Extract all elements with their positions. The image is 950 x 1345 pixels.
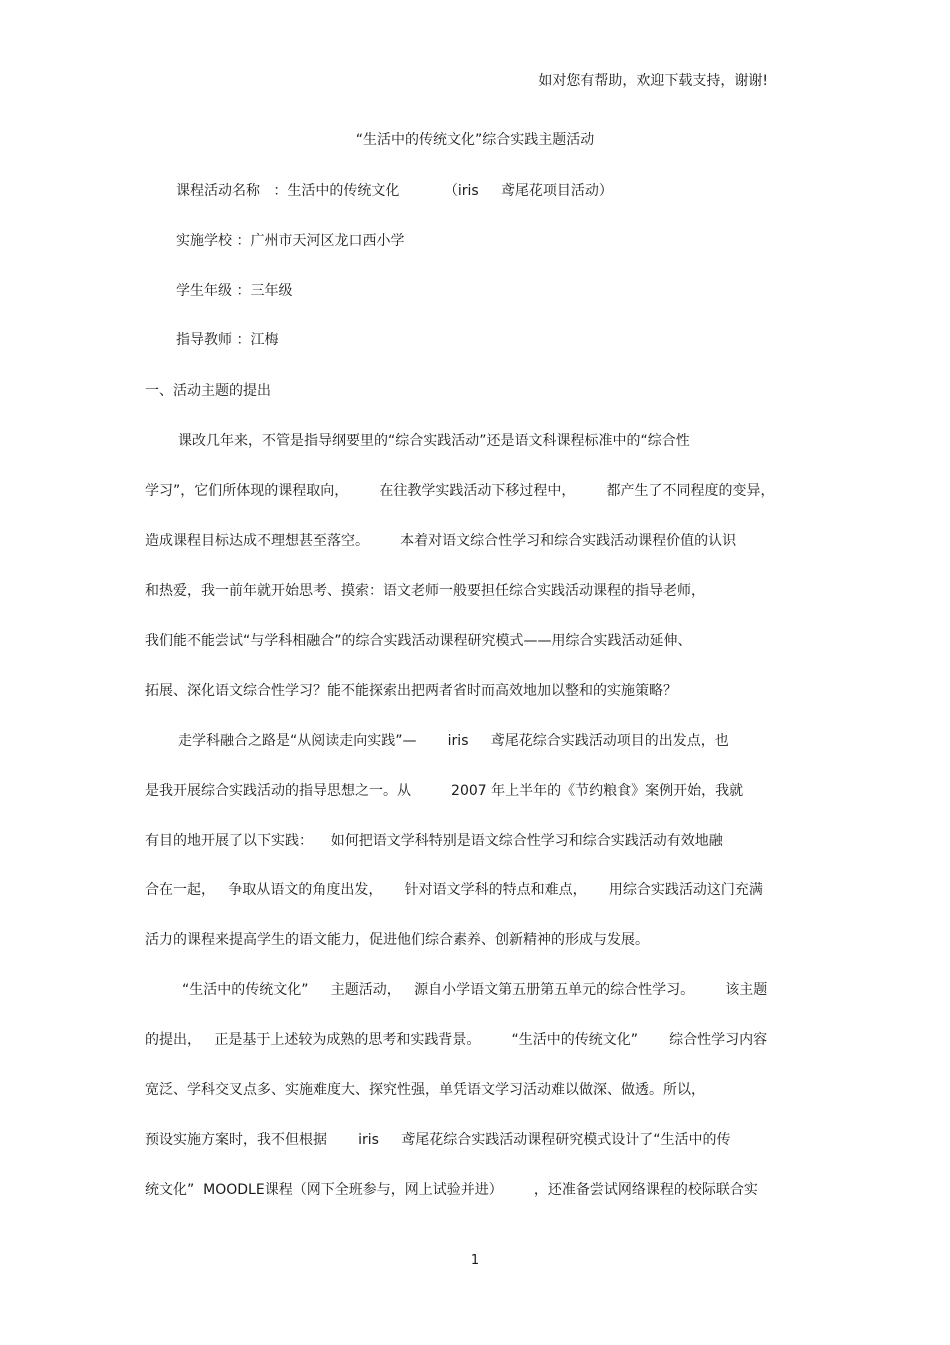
paragraph-line: 我们能不能尝试“与学科相融合”的综合实践活动课程研究模式——用综合实践活动延伸、	[145, 633, 692, 649]
paragraph-line: 拓展、深化语文综合性学习？能不能探索出把两者省时而高效地加以整和的实施策略？	[145, 683, 677, 699]
paragraph-line: 统文化” MOODLE课程（网下全班参与，网上试验并进） ，还准备尝试网络课程的校际联合实	[145, 1182, 758, 1198]
section-heading: 一、活动主题的提出	[145, 383, 271, 399]
teacher-line: 指导教师 ：江梅	[176, 332, 279, 348]
paragraph-line: 和热爱，我一前年就开始思考、摸索：语文老师一般要担任综合实践活动课程的指导老师，	[145, 583, 705, 599]
paragraph-line: 走学科融合之路是“从阅读走向实践”— iris 鸢尾花综合实践活动项目的出发点，也	[178, 733, 729, 749]
paragraph-line: 学习”，它们所体现的课程取向， 在往教学实践活动下移过程中， 都产生了不同程度的变异，	[145, 483, 775, 499]
grade-line: 学生年级 ：三年级	[176, 283, 293, 299]
paragraph-line: 是我开展综合实践活动的指导思想之一。从 2007 年上半年的《节约粮食》案例开始，我就	[145, 783, 744, 799]
paragraph-line: 预设实施方案时，我不但根据 iris 鸢尾花综合实践活动课程研究模式设计了“生活中的传	[145, 1132, 731, 1148]
paragraph-line: 课改几年来，不管是指导纲要里的“综合实践活动”还是语文科课程标准中的“综合性	[178, 433, 690, 449]
paragraph-line: 有目的地开展了以下实践： 如何把语文学科特别是语文综合性学习和综合实践活动有效地融	[145, 833, 723, 849]
paragraph-line: 活力的课程来提高学生的语文能力，促进他们综合素养、创新精神的形成与发展。	[145, 932, 649, 948]
paragraph-line: 宽泛、学科交叉点多、实施难度大、探究性强，单凭语文学习活动难以做深、做透。所以，	[145, 1082, 705, 1098]
paragraph-line: “生活中的传统文化” 主题活动， 源自小学语文第五册第五单元的综合性学习。 该主题	[182, 982, 768, 998]
page-number: 1	[470, 1253, 480, 1268]
document-title: “生活中的传统文化”综合实践主题活动	[355, 132, 595, 148]
paragraph-line: 造成课程目标达成不理想甚至落空。 本着对语文综合性学习和综合实践活动课程价值的认识	[145, 533, 737, 549]
course-name-line: 课程活动名称 ：生活中的传统文化 （iris 鸢尾花项目活动）	[176, 183, 613, 199]
paragraph-line: 合在一起， 争取从语文的角度出发， 针对语文学科的特点和难点， 用综合实践活动这门充满	[145, 882, 763, 898]
school-line: 实施学校 ：广州市天河区龙口西小学	[176, 233, 405, 249]
header-note: 如对您有帮助，欢迎下载支持，谢谢!	[538, 73, 768, 89]
paragraph-line: 的提出， 正是基于上述较为成熟的思考和实践背景。 “生活中的传统文化” 综合性学习内容	[145, 1032, 768, 1048]
